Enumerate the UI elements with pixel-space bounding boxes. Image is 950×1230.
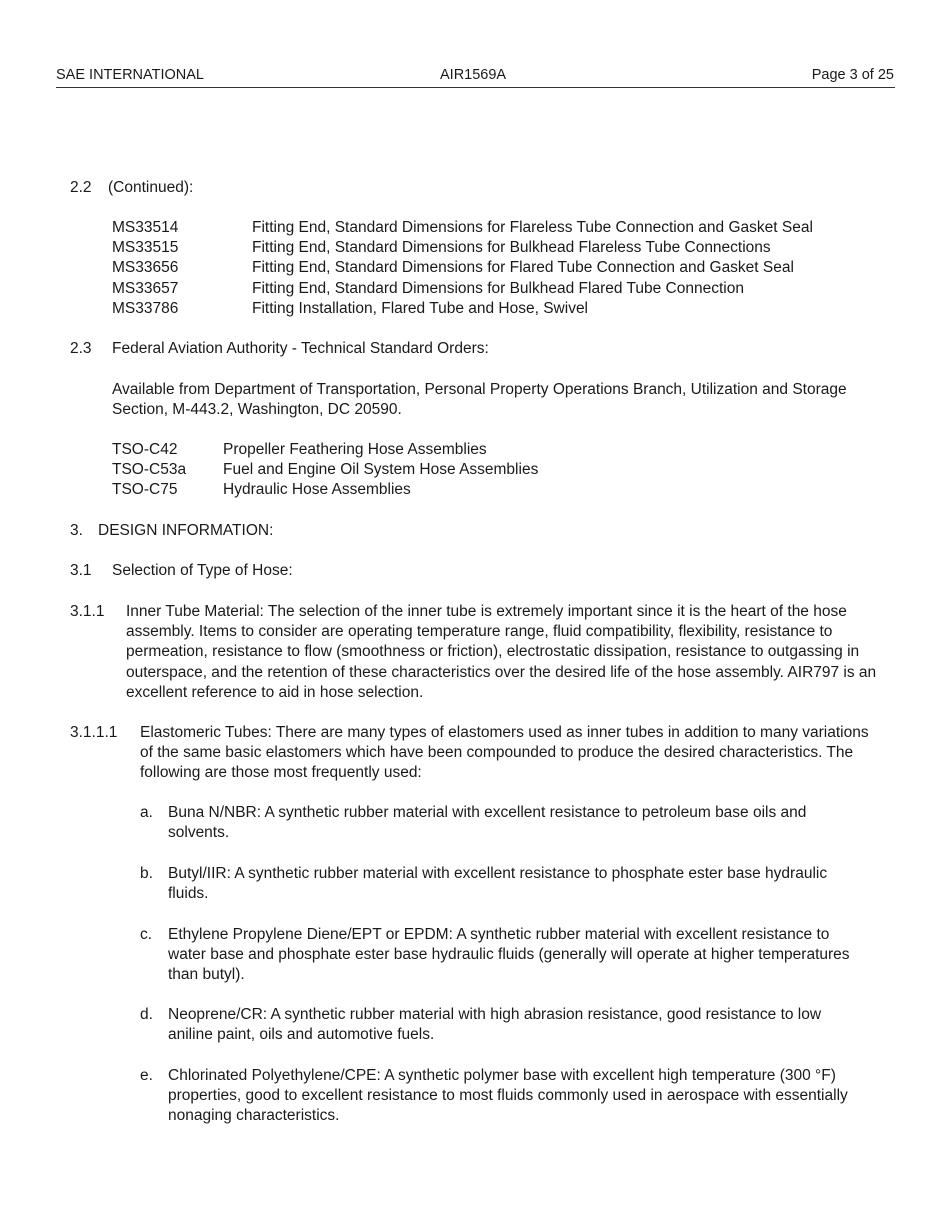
standard-description: Fitting End, Standard Dimensions for Bulkhead Flared Tube Connection bbox=[252, 279, 744, 297]
ms-standards-list bbox=[112, 218, 892, 319]
item-text-e: Chlorinated Polyethylene/CPE: A synthetic polymer base with excellent high temperature (300 °F) properties, good to excellent resistance to most fluids commonly used in aerospace with essentially nonaging characteristics. bbox=[168, 1067, 848, 1125]
tso-code: TSO-C42 bbox=[112, 441, 178, 458]
list-item bbox=[112, 299, 892, 319]
standard-description: Fitting Installation, Flared Tube and Hose, Swivel bbox=[252, 299, 589, 317]
header-page-number: Page 3 of 25 bbox=[811, 67, 894, 83]
standard-description: Fitting End, Standard Dimensions for Flareless Tube Connection and Gasket Seal bbox=[252, 219, 813, 236]
header-doc-id: AIR1569A bbox=[440, 67, 507, 83]
item-text-c: Ethylene Propylene Diene/EPT or EPDM: A synthetic rubber material with excellent resistance to water base and phosphate ester base hydraulic fluids (generally will operate at higher temperatures than butyl). bbox=[168, 926, 850, 984]
tso-description: Fuel and Engine Oil System Hose Assemblies bbox=[223, 461, 539, 479]
list-item bbox=[112, 440, 712, 460]
tso-code: TSO-C53a bbox=[112, 461, 187, 479]
item-label-b: b. bbox=[140, 865, 153, 882]
list-item bbox=[112, 238, 892, 258]
list-item bbox=[112, 258, 892, 278]
section-number-2-3: 2.3 bbox=[70, 340, 92, 357]
item-label-d: d. bbox=[140, 1006, 153, 1023]
tso-code: TSO-C75 bbox=[112, 481, 178, 499]
inner-tube-material-paragraph: Inner Tube Material: The selection of the inner tube is extremely important since it is the heart of the hose assembly. Items to consider are operating temperature range, fluid compatibility, flexibility, resistance to permeation, resistance to flow (smoothness or friction), electrostatic dissipation, resistance to outgassing in outerspace, and the retention of these characteristics over the desired life of the hose assembly. AIR797 is an excellent reference to aid in hose selection. bbox=[126, 603, 877, 701]
item-text-d: Neoprene/CR: A synthetic rubber material with high abrasion resistance, good resistance to low aniline paint, oils and automotive fuels. bbox=[168, 1006, 822, 1044]
standard-code: MS33656 bbox=[112, 259, 179, 277]
list-item bbox=[112, 218, 892, 238]
availability-paragraph: Available from Department of Transportation, Personal Property Operations Branch, Utilization and Storage Section, M-443.2, Washington, DC 20590. bbox=[112, 381, 847, 419]
section-title-3: DESIGN INFORMATION: bbox=[98, 522, 274, 539]
list-item bbox=[112, 279, 892, 299]
tso-description: Propeller Feathering Hose Assemblies bbox=[223, 441, 487, 458]
list-item bbox=[112, 480, 712, 500]
tso-list bbox=[112, 440, 712, 501]
header-rule bbox=[56, 87, 895, 88]
standard-code: MS33514 bbox=[112, 219, 179, 236]
tso-description: Hydraulic Hose Assemblies bbox=[223, 481, 411, 499]
section-title-2-3: Federal Aviation Authority - Technical Standard Orders: bbox=[112, 340, 489, 357]
elastomeric-tubes-paragraph: Elastomeric Tubes: There are many types of elastomers used as inner tubes in addition to many variations of the same basic elastomers which have been compounded to produce the desired characteristics. The following are those most frequently used: bbox=[140, 724, 869, 782]
item-label-e: e. bbox=[140, 1067, 153, 1084]
section-title-2-2: (Continued): bbox=[108, 179, 194, 196]
standard-code: MS33657 bbox=[112, 279, 179, 297]
section-number-3-1-1-1: 3.1.1.1 bbox=[70, 724, 118, 741]
section-title-3-1: Selection of Type of Hose: bbox=[112, 562, 293, 579]
standard-description: Fitting End, Standard Dimensions for Bulkhead Flareless Tube Connections bbox=[252, 239, 771, 257]
item-text-b: Butyl/IIR: A synthetic rubber material with excellent resistance to phosphate ester base hydraulic fluids. bbox=[168, 865, 828, 903]
item-text-a: Buna N/NBR: A synthetic rubber material with excellent resistance to petroleum base oils and solvents. bbox=[168, 804, 807, 842]
item-label-c: c. bbox=[140, 926, 153, 943]
section-number-3-1: 3.1 bbox=[70, 562, 92, 579]
section-number-2-2: 2.2 bbox=[70, 179, 92, 196]
standard-code: MS33786 bbox=[112, 299, 179, 317]
item-label-a: a. bbox=[140, 804, 153, 821]
section-number-3-1-1: 3.1.1 bbox=[70, 603, 105, 620]
section-number-3: 3. bbox=[70, 522, 83, 539]
standard-description: Fitting End, Standard Dimensions for Flared Tube Connection and Gasket Seal bbox=[252, 259, 794, 277]
list-item bbox=[112, 460, 712, 480]
header-org: SAE INTERNATIONAL bbox=[56, 67, 204, 83]
standard-code: MS33515 bbox=[112, 239, 179, 257]
